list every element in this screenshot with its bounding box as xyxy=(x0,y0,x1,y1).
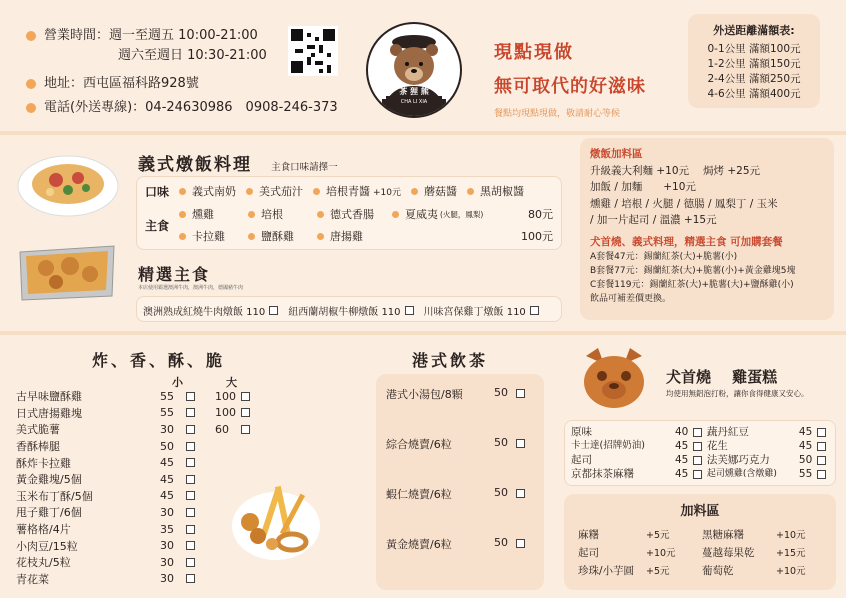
main-option[interactable]: 培根 xyxy=(261,208,283,221)
checkbox[interactable] xyxy=(693,442,702,451)
main-price: 80元 xyxy=(528,208,553,221)
gratin-tray-icon xyxy=(14,238,120,304)
bullet-icon xyxy=(248,233,255,240)
checkbox[interactable] xyxy=(186,475,195,484)
fried-item[interactable] xyxy=(16,388,256,405)
risotto-image xyxy=(16,148,120,218)
slogan xyxy=(494,38,646,119)
delivery-title: 外送距離滿額表: xyxy=(713,24,795,37)
flavor-label: 口味 xyxy=(145,184,170,199)
fried-name: 日式唐揚雞塊 xyxy=(16,406,82,420)
waffle-addon-price: +5元 xyxy=(646,530,670,541)
main-row-1 xyxy=(145,203,553,233)
slogan-line1: 現點現做 xyxy=(494,42,574,63)
risotto-plate-icon xyxy=(16,148,120,218)
waffle-addon-price: +10元 xyxy=(646,548,676,559)
waffle-addon-title: 加料區 xyxy=(680,504,720,519)
combo-title: 犬首燒、義式料理，精選主食 可加購套餐 xyxy=(590,235,783,248)
fried-price-small: 55 xyxy=(160,389,174,403)
hours-weekday: 週一至週五 10:00-21:00 xyxy=(109,28,258,43)
addon-line xyxy=(590,163,824,180)
fried-price-small: 50 xyxy=(160,439,174,453)
waffle-name: 蔬丹紅豆 xyxy=(706,426,749,438)
dimsum-item[interactable] xyxy=(386,532,534,582)
flavor-option[interactable]: 黑胡椒醬 xyxy=(480,185,524,198)
combo-line: A套餐47元：錫蘭紅茶(大)+脆薯(小) xyxy=(590,252,738,262)
waffle-left xyxy=(571,425,707,481)
fried-price-small: 30 xyxy=(160,422,174,436)
fried-name: 青花菜 xyxy=(16,572,49,586)
selected-items xyxy=(136,296,562,322)
fried-food-image xyxy=(228,478,324,564)
combo-line: B套餐77元：錫蘭紅茶(大)+脆薯(小)+黃金雞塊5塊 xyxy=(590,266,796,276)
dog-face-icon xyxy=(578,346,650,410)
fried-price-large: 100 xyxy=(215,389,236,403)
checkbox[interactable] xyxy=(817,442,826,451)
fried-item[interactable] xyxy=(16,504,256,521)
fried-food-icon xyxy=(228,478,324,564)
waffle-title-row xyxy=(666,366,777,387)
waffle-name: 原味 xyxy=(571,426,592,438)
flavor-option[interactable]: 培根青醬 xyxy=(326,185,370,198)
main-option[interactable]: 卡拉雞 xyxy=(192,230,225,243)
main-label: 主食 xyxy=(145,218,170,233)
dimsum-name: 黃金燒賣/6粒 xyxy=(386,538,452,551)
bullet-icon xyxy=(26,103,36,113)
checkbox[interactable] xyxy=(693,456,702,465)
checkbox[interactable] xyxy=(817,470,826,479)
delivery-table xyxy=(688,14,820,108)
flavor-option[interactable]: 義式南奶 xyxy=(192,185,236,198)
bullet-icon xyxy=(313,188,320,195)
waffle-title: 犬首燒 xyxy=(666,368,712,386)
fried-col-small: 小 xyxy=(172,376,183,389)
fried-price-small: 55 xyxy=(160,406,174,420)
waffle-addon-name[interactable]: 黑糖麻糬 xyxy=(702,528,744,541)
checkbox[interactable] xyxy=(186,558,195,567)
fried-item[interactable] xyxy=(16,537,256,554)
bullet-icon xyxy=(26,79,36,89)
delivery-row: 0-1公里 滿額100元 xyxy=(707,43,801,55)
waffle-addon-price: +5元 xyxy=(646,566,670,577)
fried-name: 黃金雞塊/5個 xyxy=(16,473,82,487)
bullet-icon xyxy=(179,188,186,195)
addon-line: / 加一片起司 / 溫濃 +15元 xyxy=(590,214,717,226)
fried-name: 香酥棒腿 xyxy=(16,440,60,454)
dog-waffle-image xyxy=(578,346,650,410)
bullet-icon xyxy=(317,233,324,240)
main-option[interactable]: 唐揚雞 xyxy=(330,230,363,243)
addon-text: 焗烤 +25元 xyxy=(703,164,760,177)
main-row-2 xyxy=(145,225,553,247)
main-option[interactable]: 德式香腸 xyxy=(330,208,374,221)
logo-text: 茶 狸 熊 xyxy=(399,87,429,96)
fried-price-small: 30 xyxy=(160,572,174,586)
waffle-name: 法芙娜巧克力 xyxy=(706,454,770,466)
checkbox[interactable] xyxy=(693,428,702,437)
checkbox[interactable] xyxy=(186,442,195,451)
checkbox[interactable] xyxy=(186,541,195,550)
waffle-addon-price: +10元 xyxy=(776,566,806,577)
bullet-icon xyxy=(179,211,186,218)
fried-name: 古早味鹽酥雞 xyxy=(16,390,82,404)
slogan-sub: 餐點均現點現做，敬請耐心等候 xyxy=(494,109,621,119)
selected-note: 本店使用霸選澳洲牛肉，澳洲牛肉，德國豬牛肉 xyxy=(138,285,244,291)
fried-price-small: 30 xyxy=(160,505,174,519)
fried-name: 酥炸卡拉雞 xyxy=(16,456,71,470)
waffle-item[interactable] xyxy=(707,453,829,467)
fried-name: 甩子雞丁/6個 xyxy=(16,506,82,520)
dimsum-item[interactable] xyxy=(386,482,534,532)
waffle-price: 45 xyxy=(675,440,689,452)
fried-price-small: 45 xyxy=(160,472,174,486)
risotto-title-row xyxy=(138,150,338,175)
dimsum-item[interactable] xyxy=(386,382,534,432)
waffle-item[interactable] xyxy=(571,453,707,467)
checkbox[interactable] xyxy=(186,458,195,467)
fried-item[interactable] xyxy=(16,454,256,471)
fried-name: 薯格格/4片 xyxy=(16,523,71,537)
checkbox[interactable] xyxy=(817,456,826,465)
waffle-name: 卡士達(招牌奶油) xyxy=(571,440,645,451)
waffle-addon-price: +15元 xyxy=(776,548,806,559)
combo-line: C套餐119元：錫蘭紅茶(大)+脆薯(大)+鹽酥雞(小) xyxy=(590,280,794,290)
selected-items-row xyxy=(143,297,555,323)
dimsum-name: 蝦仁燒賣/6粒 xyxy=(386,488,452,501)
selected-item[interactable]: 川味宮保雞丁燉飯 110 xyxy=(423,306,526,318)
fried-name: 花枝丸/5粒 xyxy=(16,556,71,570)
divider xyxy=(0,331,846,335)
waffle-addon-name[interactable]: 珍珠/小芋圓 xyxy=(578,564,635,577)
waffle-name: 京都抹茶麻糬 xyxy=(571,468,634,480)
checkbox[interactable] xyxy=(241,425,250,434)
qr-code-icon xyxy=(291,29,335,73)
checkbox[interactable] xyxy=(817,428,826,437)
waffle-addon-row xyxy=(578,543,822,561)
dimsum-name: 港式小湯包/8顆 xyxy=(386,388,463,401)
address-text: 地址：西屯區福科路928號 xyxy=(44,76,199,91)
checkbox[interactable] xyxy=(186,508,195,517)
divider xyxy=(0,131,846,135)
fried-item[interactable] xyxy=(16,554,256,571)
waffle-price: 50 xyxy=(798,454,813,466)
fried-price-small: 30 xyxy=(160,555,174,569)
delivery-row: 1-2公里 滿額150元 xyxy=(707,58,801,70)
fried-name: 小肉豆/15粒 xyxy=(16,539,78,553)
waffle-price: 45 xyxy=(798,440,813,452)
checkbox[interactable] xyxy=(530,306,539,315)
checkbox[interactable] xyxy=(186,408,195,417)
bullet-icon xyxy=(317,211,324,218)
fried-item[interactable] xyxy=(16,471,256,488)
waffle-addon-name[interactable]: 起司 xyxy=(578,546,599,559)
bullet-icon xyxy=(248,211,255,218)
risotto-title: 義式燉飯料理 xyxy=(138,155,252,175)
waffle-name: 起司燻雞(含燉雞) xyxy=(706,469,777,479)
waffle-item[interactable] xyxy=(571,467,707,481)
waffle-name: 起司 xyxy=(571,454,592,466)
delivery-row: 4-6公里 滿額400元 xyxy=(707,88,801,100)
checkbox[interactable] xyxy=(516,489,525,498)
fried-item[interactable] xyxy=(16,521,256,538)
logo xyxy=(366,22,462,118)
waffle-addon-name[interactable]: 蔓越莓果乾 xyxy=(702,546,755,559)
fried-item[interactable] xyxy=(16,438,256,455)
flavor-surcharge: +10元 xyxy=(373,187,401,198)
main-option[interactable]: 燻雞 xyxy=(192,208,214,221)
selected-item[interactable]: 紐西蘭胡椒牛柳燉飯 110 xyxy=(288,306,401,318)
hours-weekend: 週六至週日 10:30-21:00 xyxy=(118,48,267,63)
waffle-addon-row xyxy=(578,561,822,579)
fried-price-large: 100 xyxy=(215,406,236,420)
risotto-addon-panel xyxy=(580,138,834,320)
checkbox[interactable] xyxy=(186,574,195,583)
slogan-line2: 無可取代的好滋味 xyxy=(494,76,646,97)
dimsum-price: 50 xyxy=(494,536,508,549)
dimsum-item[interactable] xyxy=(386,432,534,482)
bullet-icon xyxy=(179,233,186,240)
fried-item[interactable] xyxy=(16,488,256,505)
waffle-item[interactable] xyxy=(707,439,829,453)
bullet-icon xyxy=(467,188,474,195)
waffle-addon-row xyxy=(578,525,822,543)
delivery-row: 2-4公里 滿額250元 xyxy=(707,73,801,85)
checkbox[interactable] xyxy=(516,539,525,548)
waffle-addon-name[interactable]: 葡萄乾 xyxy=(702,564,734,577)
checkbox[interactable] xyxy=(241,408,250,417)
dimsum-price: 50 xyxy=(494,436,508,449)
dimsum-title: 港式飲茶 xyxy=(412,351,489,370)
fried-name: 美式脆薯 xyxy=(16,423,60,437)
waffle-right xyxy=(707,425,829,481)
phone-numbers: 04-24630986 0908-246-373 xyxy=(145,100,338,115)
checkbox[interactable] xyxy=(516,389,525,398)
dimsum-price: 50 xyxy=(494,386,508,399)
fried-price-small: 30 xyxy=(160,539,174,553)
dimsum-price: 50 xyxy=(494,486,508,499)
phone-label: 電話(外送專線)： xyxy=(44,100,146,115)
waffle-name: 花生 xyxy=(706,440,728,452)
main-option-note: (火腿，鳳梨) xyxy=(440,209,484,219)
selected-item[interactable]: 澳洲熟成紅燒牛肉燉飯 110 xyxy=(143,306,266,318)
waffle-title2: 雞蛋糕 xyxy=(732,368,778,386)
main-price: 100元 xyxy=(521,230,553,243)
waffle-item[interactable] xyxy=(707,425,829,439)
dimsum-name: 綜合燒賣/6粒 xyxy=(386,438,452,451)
waffle-addon-panel xyxy=(564,494,836,590)
fried-item[interactable] xyxy=(16,571,256,588)
fried-title: 炸、香、酥、脆 xyxy=(92,351,226,370)
flavor-option[interactable]: 蘑菇醬 xyxy=(424,185,457,198)
fried-price-small: 45 xyxy=(160,489,174,503)
fried-price-small: 45 xyxy=(160,456,174,470)
checkbox[interactable] xyxy=(186,392,195,401)
main-option[interactable]: 鹽酥雞 xyxy=(261,230,294,243)
bullet-icon xyxy=(411,188,418,195)
waffle-price: 45 xyxy=(675,454,689,466)
addon-title: 燉飯加料區 xyxy=(590,148,643,160)
dimsum-panel xyxy=(376,374,544,590)
qr-code[interactable] xyxy=(288,26,338,76)
fried-item[interactable] xyxy=(16,405,256,422)
fried-name: 玉米布丁酥/5個 xyxy=(16,489,93,503)
fried-price-small: 35 xyxy=(160,522,174,536)
flavor-row xyxy=(145,181,553,201)
checkbox[interactable] xyxy=(186,491,195,500)
checkbox[interactable] xyxy=(186,525,195,534)
checkbox[interactable] xyxy=(693,470,702,479)
checkbox[interactable] xyxy=(186,425,195,434)
hours-label: 營業時間： xyxy=(44,28,110,43)
checkbox[interactable] xyxy=(516,439,525,448)
waffle-price: 55 xyxy=(798,468,813,480)
waffle-item[interactable] xyxy=(707,467,829,481)
risotto-subtitle: 主食口味請擇一 xyxy=(271,162,338,173)
waffle-price: 45 xyxy=(798,426,813,438)
risotto-options xyxy=(136,176,562,250)
bullet-icon xyxy=(392,211,399,218)
waffle-addon-name[interactable]: 麻糬 xyxy=(578,528,599,541)
bullet-icon xyxy=(26,31,36,41)
checkbox[interactable] xyxy=(405,306,414,315)
checkbox[interactable] xyxy=(241,392,250,401)
waffle-price: 40 xyxy=(675,426,689,438)
waffle-addon-price: +10元 xyxy=(776,530,806,541)
fried-price-large: 60 xyxy=(215,422,229,436)
main-option[interactable]: 夏威夷 xyxy=(405,208,438,221)
waffle-menu xyxy=(564,420,836,486)
checkbox[interactable] xyxy=(269,306,278,315)
waffle-note: 均使用無鋁泡打粉，讓你食得健康又安心。 xyxy=(666,389,809,398)
bullet-icon xyxy=(246,188,253,195)
fried-item[interactable] xyxy=(16,421,256,438)
fried-items xyxy=(16,388,256,587)
addon-text: 升級義大利麵 +10元 xyxy=(590,164,689,177)
waffle-item[interactable] xyxy=(571,425,707,439)
fried-col-large: 大 xyxy=(226,376,237,389)
gratin-image xyxy=(14,238,120,304)
logo-subtext: CHA LI XIA xyxy=(382,99,446,105)
phone-row xyxy=(26,96,356,115)
flavor-option[interactable]: 美式茄汁 xyxy=(259,185,303,198)
combo-line: 飲品可補差價更換。 xyxy=(590,294,672,304)
waffle-price: 45 xyxy=(675,468,689,480)
selected-title: 精選主食 xyxy=(138,265,211,284)
waffle-item[interactable] xyxy=(571,439,707,453)
addon-line: 燻雞 / 培根 / 火腿 / 德腸 / 鳳梨丁 / 玉米 xyxy=(590,197,778,210)
addon-line: 加飯 / 加麵 +10元 xyxy=(590,181,696,193)
